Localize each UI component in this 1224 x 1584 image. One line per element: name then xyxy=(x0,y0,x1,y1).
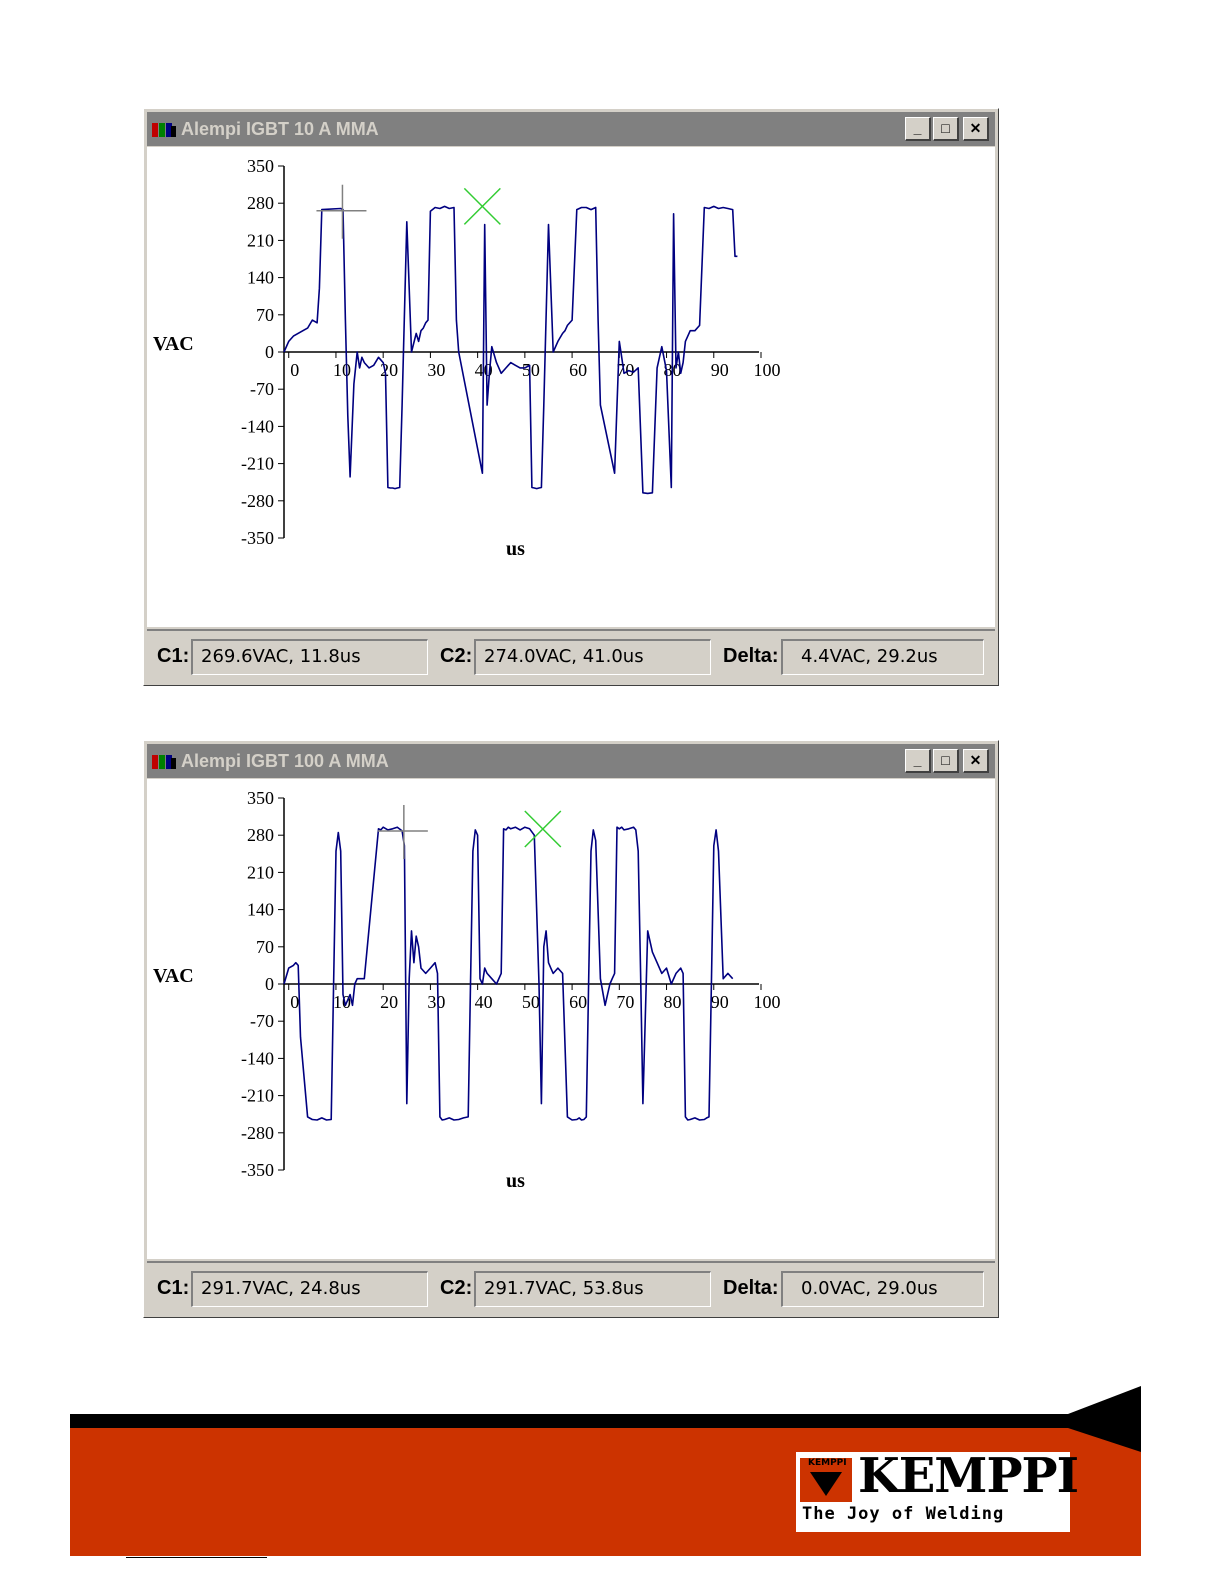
footer-black-stripe xyxy=(70,1414,1141,1428)
status-bar xyxy=(147,629,995,683)
x-tick-label: 70 xyxy=(616,360,635,380)
app-icon xyxy=(151,121,177,139)
y-tick-label: -280 xyxy=(241,490,274,511)
y-tick-label: 70 xyxy=(256,304,274,325)
x-tick-label: 0 xyxy=(290,360,300,380)
badge-text: KEMPPI xyxy=(808,1458,847,1468)
x-tick-label: 70 xyxy=(616,992,635,1012)
c1-readout: 291.7VAC, 24.8us xyxy=(191,1271,428,1307)
x-axis-title: us xyxy=(505,1170,525,1192)
delta-readout: 4.4VAC, 29.2us xyxy=(781,639,984,675)
x-tick-label: 50 xyxy=(521,360,540,380)
x-tick-label: 20 xyxy=(380,360,399,380)
y-tick-label: -210 xyxy=(241,1085,274,1106)
y-tick-label: 0 xyxy=(265,342,274,362)
y-axis-title: VAC xyxy=(153,333,194,355)
c2-label: C2: xyxy=(440,645,473,667)
y-tick-label: 0 xyxy=(265,974,274,994)
logo-slogan: The Joy of Welding xyxy=(802,1504,1005,1524)
y-tick-label: 140 xyxy=(247,899,274,920)
maximize-button[interactable]: □ xyxy=(933,749,959,773)
x-tick-label: 100 xyxy=(753,360,781,380)
y-tick-label: -70 xyxy=(250,1011,274,1032)
voltage-chart[interactable] xyxy=(147,779,995,1259)
y-tick-label: -350 xyxy=(241,528,274,548)
y-tick-label: 140 xyxy=(247,267,274,288)
x-tick-label: 60 xyxy=(569,992,588,1012)
series-line-VAC xyxy=(284,206,737,493)
cursor-c2-marker xyxy=(464,188,500,224)
plot-area[interactable] xyxy=(147,779,995,1259)
x-tick-label: 40 xyxy=(474,992,493,1012)
x-tick-label: 20 xyxy=(380,992,399,1012)
x-tick-label: 100 xyxy=(753,992,781,1012)
window-title: Alempi IGBT 10 A MMA xyxy=(181,119,379,139)
minimize-button[interactable]: _ xyxy=(905,749,931,773)
y-tick-label: 350 xyxy=(247,156,274,176)
status-bar xyxy=(147,1261,995,1315)
x-tick-label: 10 xyxy=(332,992,351,1012)
y-tick-label: 210 xyxy=(247,230,274,251)
maximize-button[interactable]: □ xyxy=(933,117,959,141)
x-tick-label: 60 xyxy=(569,360,588,380)
scope-window-1[interactable] xyxy=(143,108,999,686)
x-tick-label: 30 xyxy=(427,360,446,380)
y-tick-label: 210 xyxy=(247,862,274,883)
app-icon xyxy=(151,753,177,771)
y-axis-title: VAC xyxy=(153,965,194,987)
voltage-chart[interactable] xyxy=(147,147,995,627)
c2-readout: 274.0VAC, 41.0us xyxy=(474,639,711,675)
x-tick-label: 80 xyxy=(663,992,682,1012)
c2-label: C2: xyxy=(440,1277,473,1299)
y-tick-label: -140 xyxy=(241,1048,274,1069)
title-bar[interactable] xyxy=(147,112,995,146)
logo-name: KEMPPI xyxy=(858,1448,1079,1504)
delta-readout: 0.0VAC, 29.0us xyxy=(781,1271,984,1307)
y-tick-label: 280 xyxy=(247,193,274,214)
c1-readout: 269.6VAC, 11.8us xyxy=(191,639,428,675)
kemppi-logo xyxy=(796,1448,1079,1532)
y-tick-label: -350 xyxy=(241,1160,274,1180)
x-tick-label: 90 xyxy=(710,992,729,1012)
x-tick-label: 50 xyxy=(521,992,540,1012)
scope-window-2[interactable] xyxy=(143,740,999,1318)
series-line-VAC xyxy=(284,827,733,1120)
minimize-button[interactable]: _ xyxy=(905,117,931,141)
cursor-c1-marker xyxy=(316,185,366,239)
c1-label: C1: xyxy=(157,1277,190,1299)
close-button[interactable]: ✕ xyxy=(963,117,989,141)
x-tick-label: 90 xyxy=(710,360,729,380)
c1-label: C1: xyxy=(157,645,190,667)
c2-readout: 291.7VAC, 53.8us xyxy=(474,1271,711,1307)
x-tick-label: 0 xyxy=(290,992,300,1012)
delta-label: Delta: xyxy=(723,1277,779,1299)
x-tick-label: 40 xyxy=(474,360,493,380)
y-tick-label: 350 xyxy=(247,788,274,808)
plot-area[interactable] xyxy=(147,147,995,627)
y-tick-label: -210 xyxy=(241,453,274,474)
y-tick-label: 70 xyxy=(256,936,274,957)
y-tick-label: -280 xyxy=(241,1122,274,1143)
x-axis-title: us xyxy=(505,538,525,560)
y-tick-label: -70 xyxy=(250,379,274,400)
x-tick-label: 30 xyxy=(427,992,446,1012)
window-title: Alempi IGBT 100 A MMA xyxy=(181,751,389,771)
delta-label: Delta: xyxy=(723,645,779,667)
y-tick-label: 280 xyxy=(247,825,274,846)
y-tick-label: -140 xyxy=(241,416,274,437)
title-bar[interactable] xyxy=(147,744,995,778)
x-tick-label: 80 xyxy=(663,360,682,380)
close-button[interactable]: ✕ xyxy=(963,749,989,773)
bottom-rule xyxy=(126,1557,267,1558)
x-tick-label: 10 xyxy=(332,360,351,380)
